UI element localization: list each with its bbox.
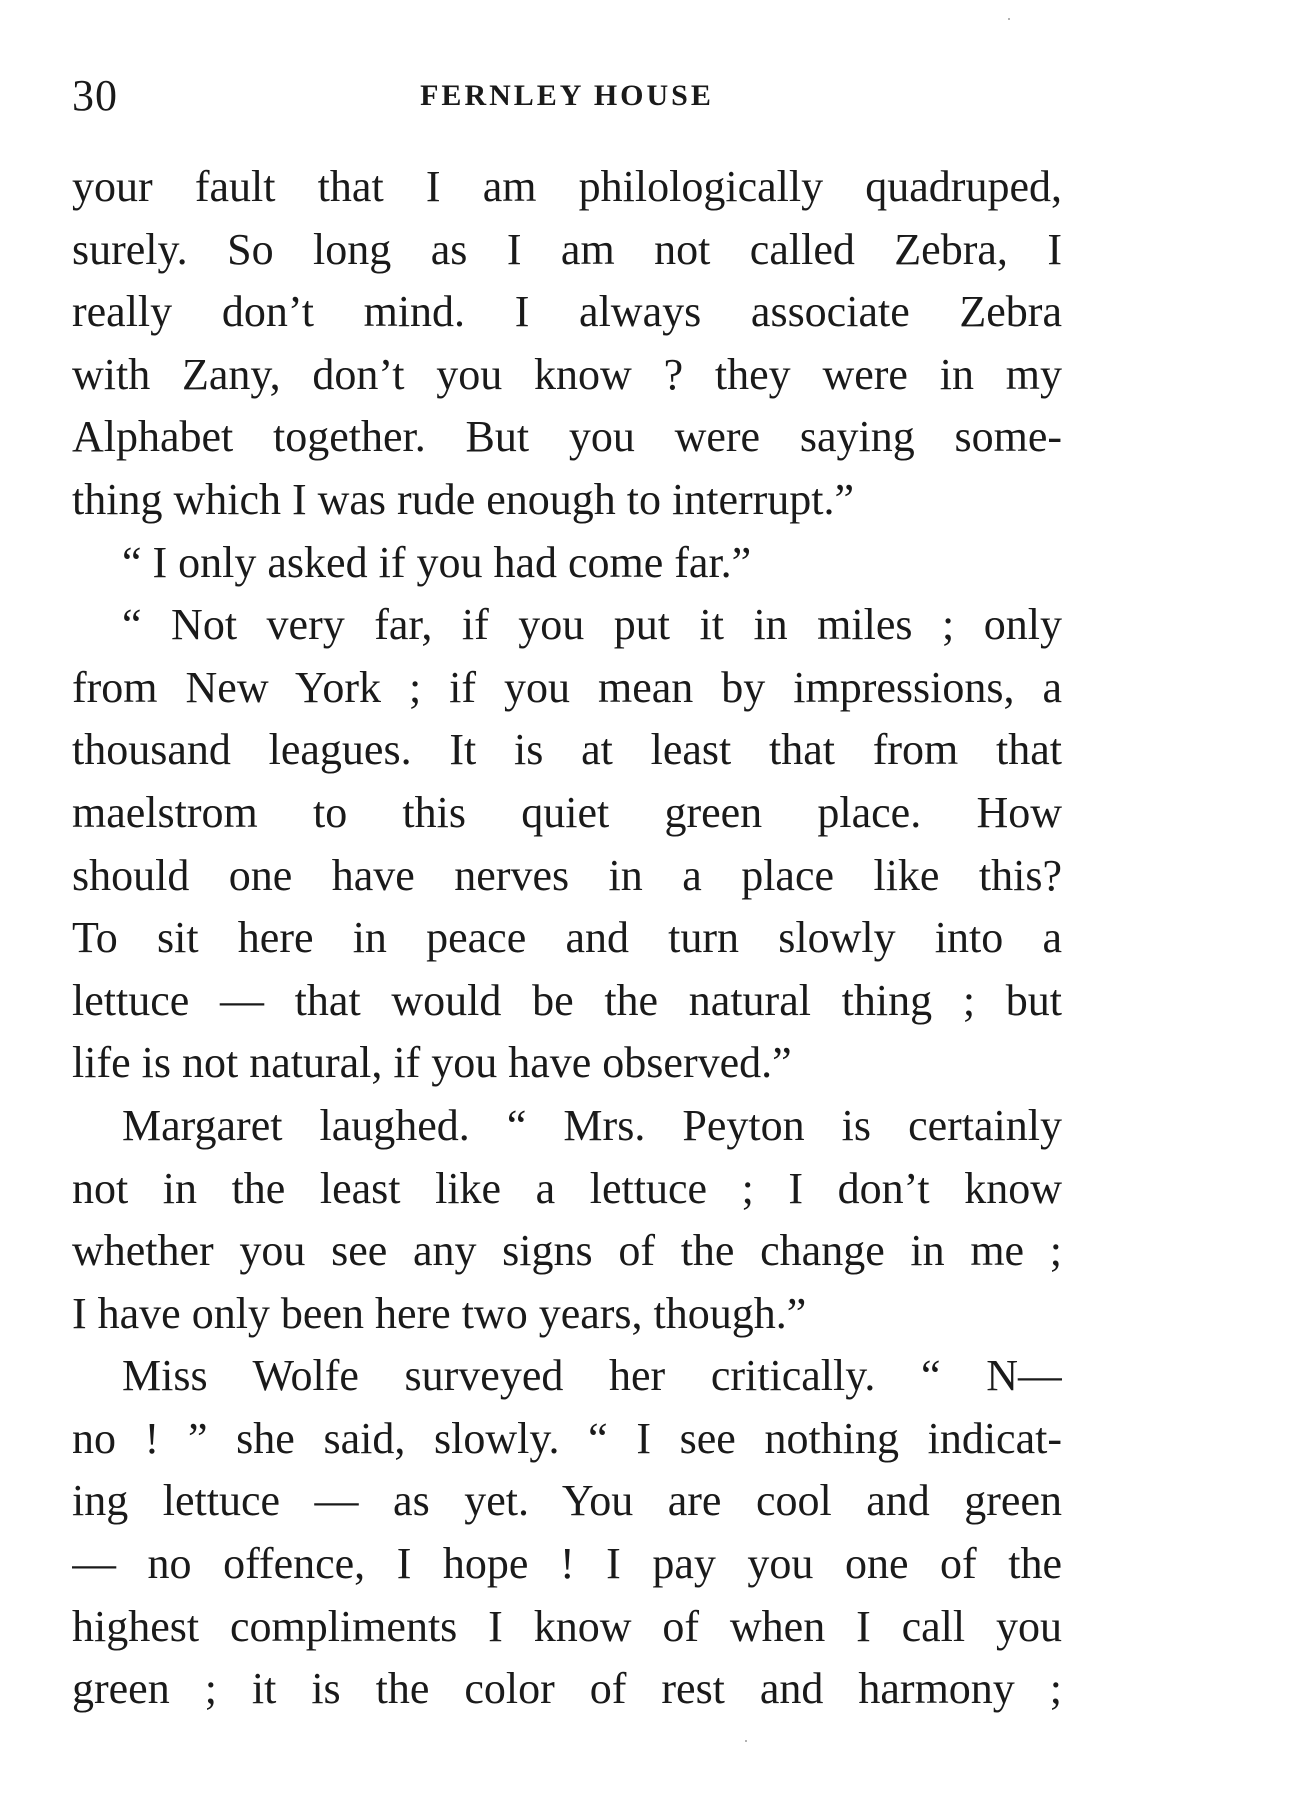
text-line: life is not natural, if you have observed.” bbox=[72, 1038, 792, 1088]
text-line: lettuce — that would be the natural thing ; but bbox=[72, 975, 1062, 1025]
text-line: your fault that I am philologically quadruped, bbox=[72, 162, 1062, 211]
text-line: whether you see any signs of the change in me ; bbox=[72, 1226, 1062, 1276]
text-line: thousand leagues. It is at least that from that bbox=[72, 725, 1062, 775]
text-line: “ Not very far, if you put it in miles ; only bbox=[122, 600, 1062, 650]
text-line: green ; it is the color of rest and harmony ; bbox=[72, 1664, 1062, 1714]
text-line: I have only been here two years, though.” bbox=[72, 1288, 807, 1338]
text-line: not in the least like a lettuce ; I don’t know bbox=[72, 1163, 1062, 1213]
text-line: — no offence, I hope ! I pay you one of the bbox=[72, 1539, 1062, 1589]
page-number: 30 bbox=[72, 71, 118, 120]
text-line: highest compliments I know of when I call you bbox=[72, 1601, 1062, 1651]
text-line: Miss Wolfe surveyed her critically. “ N— bbox=[122, 1351, 1062, 1401]
text-line: Alphabet together. But you were saying some- bbox=[72, 412, 1062, 462]
paper-speck bbox=[745, 1740, 747, 1742]
text-line: no ! ” she said, slowly. “ I see nothing indicat- bbox=[72, 1413, 1062, 1463]
text-line: really don’t mind. I always associate Zebra bbox=[72, 287, 1062, 337]
paper-speck bbox=[1008, 18, 1010, 20]
text-line: Margaret laughed. “ Mrs. Peyton is certainly bbox=[122, 1100, 1062, 1150]
text-line: ing lettuce — as yet. You are cool and green bbox=[72, 1476, 1062, 1526]
text-line: maelstrom to this quiet green place. How bbox=[72, 787, 1062, 837]
text-line: “ I only asked if you had come far.” bbox=[122, 537, 752, 587]
text-line: To sit here in peace and turn slowly into a bbox=[72, 913, 1062, 963]
text-line: with Zany, don’t you know ? they were in my bbox=[72, 349, 1062, 399]
text-line: should one have nerves in a place like this? bbox=[72, 850, 1062, 900]
running-title: FERNLEY HOUSE bbox=[420, 79, 714, 112]
text-line: from New York ; if you mean by impressions, a bbox=[72, 662, 1062, 712]
page-header bbox=[72, 66, 1062, 126]
text-line: thing which I was rude enough to interrupt.” bbox=[72, 474, 855, 524]
body-text bbox=[72, 156, 1062, 1721]
text-line: surely. So long as I am not called Zebra, I bbox=[72, 224, 1062, 274]
